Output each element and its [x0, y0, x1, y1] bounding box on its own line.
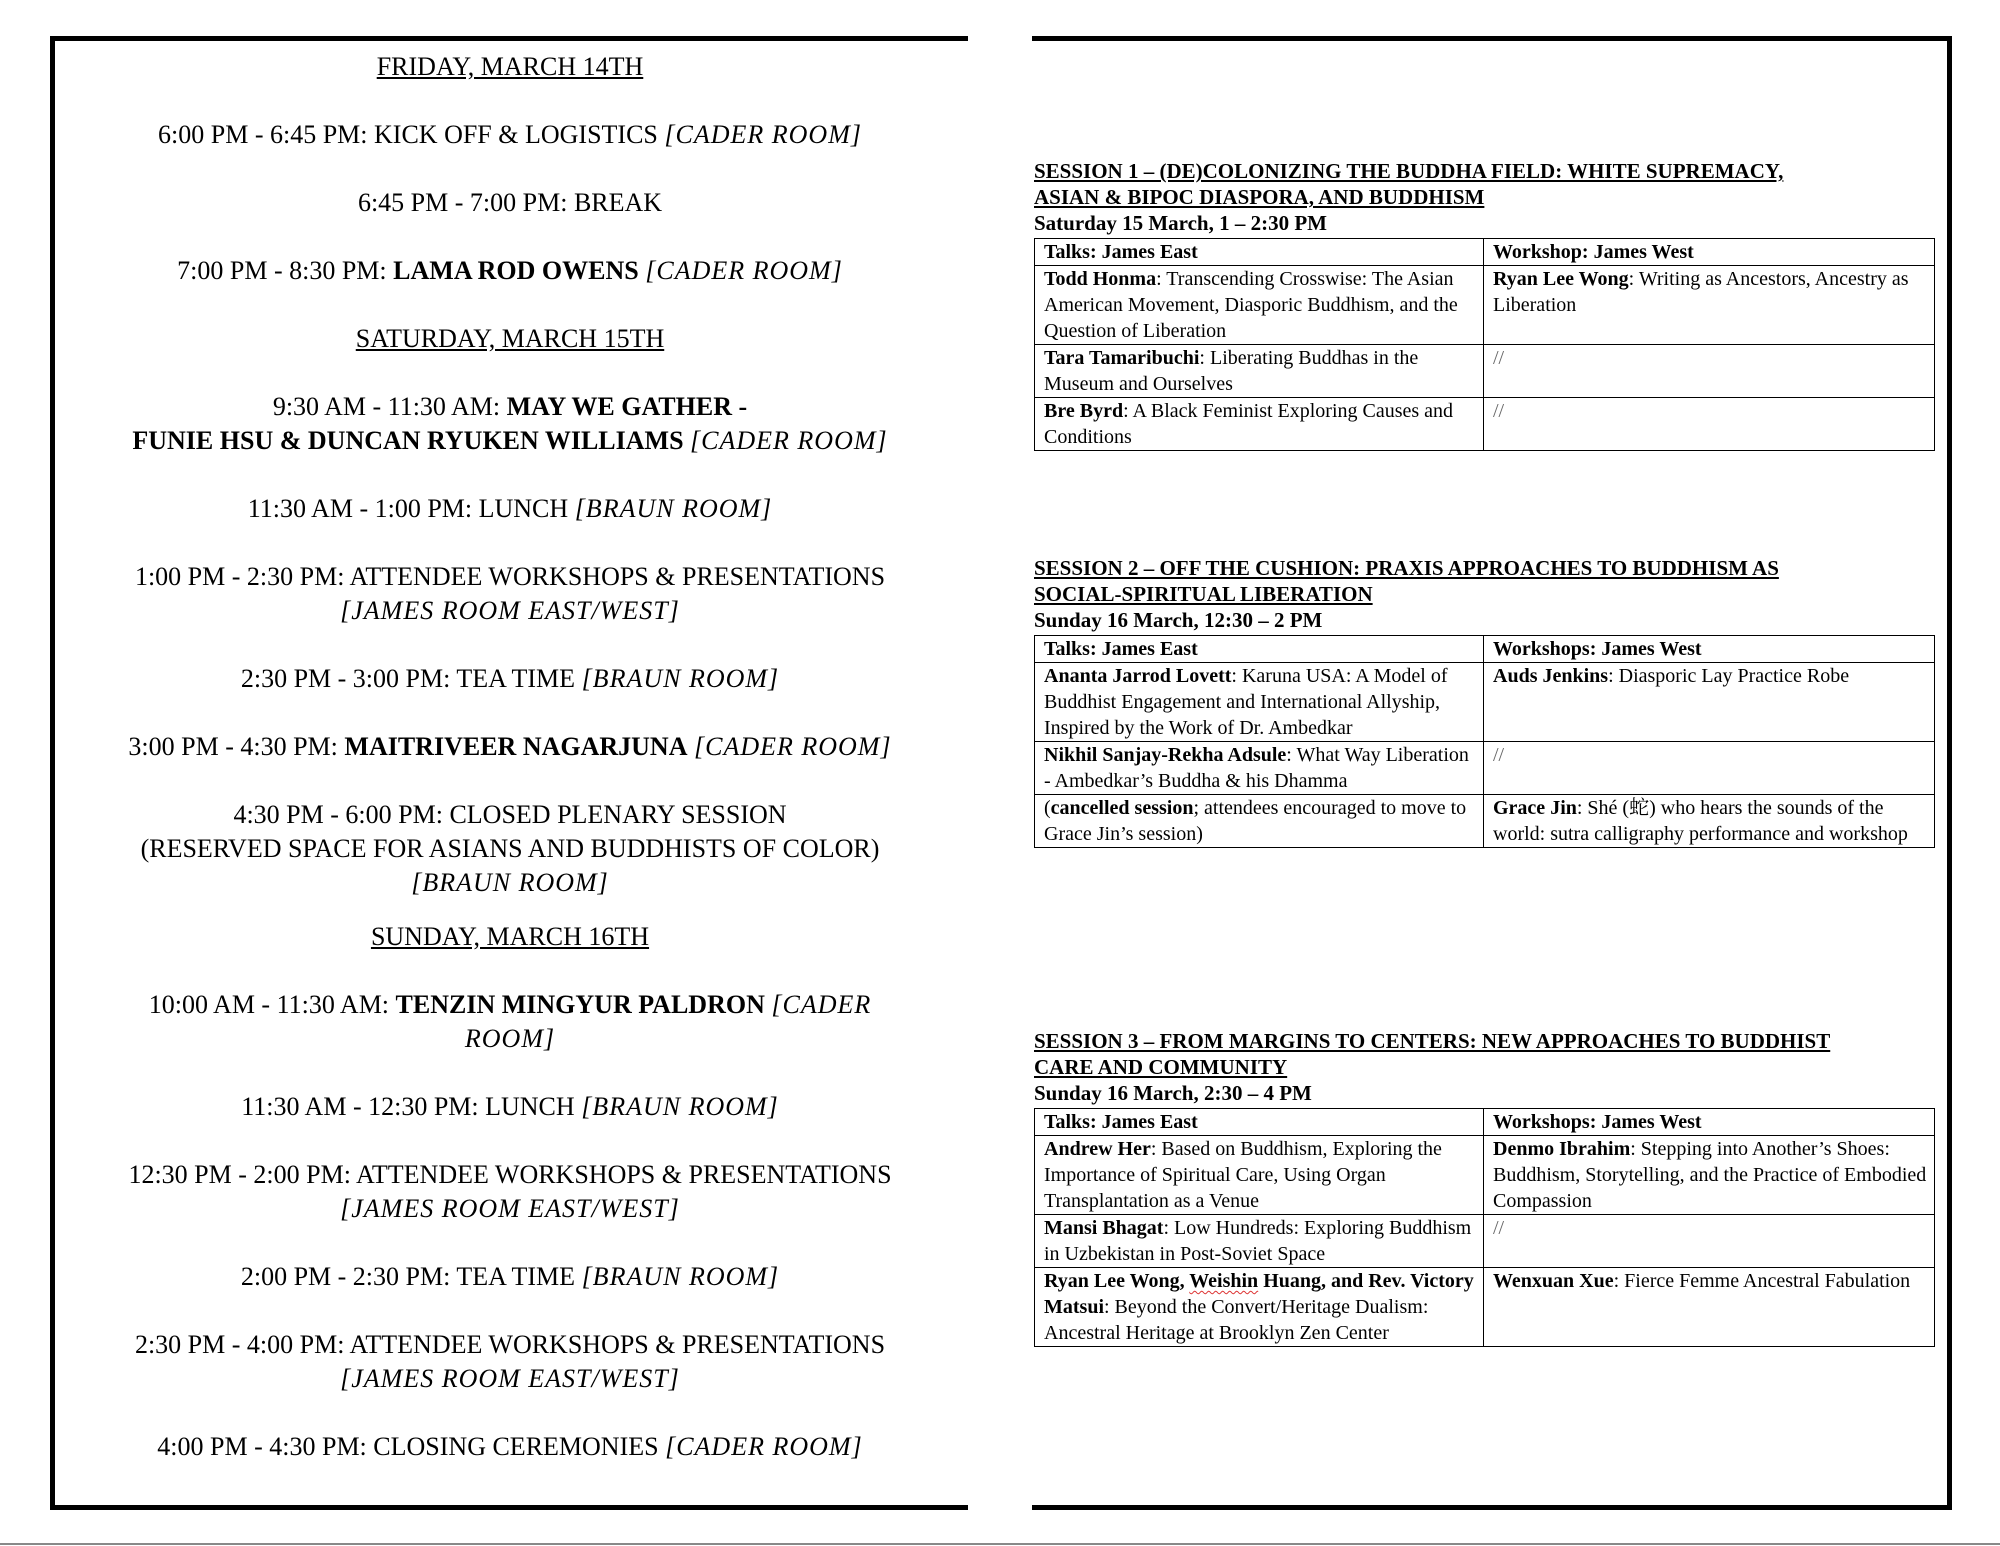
schedule-entry [54, 560, 966, 628]
entry-time: 1:00 PM - 2:30 PM: [134, 562, 345, 591]
entry-title: TEA TIME [456, 664, 576, 693]
workshops-header: Workshop: James West [1484, 239, 1935, 266]
talk-cell: Mansi Bhagat: Low Hundreds: Exploring Buddhism in Uzbekistan in Post-Soviet Space [1035, 1215, 1484, 1268]
entry-title: ATTENDEE WORKSHOPS & PRESENTATIONS [349, 562, 886, 591]
workshop-cell: // [1484, 1215, 1935, 1268]
entry-time: 2:00 PM - 2:30 PM: [240, 1262, 451, 1291]
sessions-page [1030, 40, 1948, 1506]
entry-time: 4:00 PM - 4:30 PM: [157, 1432, 367, 1461]
session-date: Saturday 15 March, 1 – 2:30 PM [1034, 211, 1328, 235]
entry-location: [BRAUN ROOM] [411, 868, 609, 897]
entry-title: LUNCH [485, 1092, 575, 1121]
session-3 [1034, 1028, 1934, 1347]
entry-time: 7:00 PM - 8:30 PM: [177, 256, 387, 285]
day-heading-sunday: SUNDAY, MARCH 16TH [370, 922, 650, 951]
talk-cell: Andrew Her: Based on Buddhism, Exploring the Importance of Spiritual Care, Using Organ Transplantation as a Venue [1035, 1136, 1484, 1215]
workshop-cell: Wenxuan Xue: Fierce Femme Ancestral Fabulation [1484, 1268, 1935, 1347]
speaker-name: LAMA ROD OWENS [393, 256, 639, 285]
talk-cell: Ananta Jarrod Lovett: Karuna USA: A Model of Buddhist Engagement and International Allyship, Inspired by the Work of Dr. Ambedkar [1035, 663, 1484, 742]
session-title: SESSION 3 – FROM MARGINS TO CENTERS: NEW APPROACHES TO BUDDHIST CARE AND COMMUNITY [1034, 1029, 1831, 1079]
schedule-entry [54, 1328, 966, 1396]
entry-time: 9:30 AM - 11:30 AM: [272, 392, 501, 421]
entry-title: BREAK [573, 188, 663, 217]
talks-header: Talks: James East [1035, 1109, 1484, 1136]
workshop-cell: Auds Jenkins: Diasporic Lay Practice Robe [1484, 663, 1935, 742]
entry-time: 12:30 PM - 2:00 PM: [128, 1160, 351, 1189]
table-row [1035, 663, 1935, 742]
entry-location: [CADER [771, 990, 872, 1019]
table-row [1035, 266, 1935, 345]
table-row [1035, 742, 1935, 795]
session-title: SESSION 1 – (DE)COLONIZING THE BUDDHA FIELD: WHITE SUPREMACY, ASIAN & BIPOC DIASPORA, AND BUDDHISM [1034, 159, 1784, 209]
entry-location: [CADER ROOM] [645, 256, 843, 285]
day-heading-friday: FRIDAY, MARCH 14TH [376, 52, 644, 81]
talks-header: Talks: James East [1035, 239, 1484, 266]
entry-location: [BRAUN ROOM] [581, 1092, 779, 1121]
entry-title: KICK OFF & LOGISTICS [374, 120, 658, 149]
session-title: SESSION 2 – OFF THE CUSHION: PRAXIS APPROACHES TO BUDDHISM AS SOCIAL-SPIRITUAL LIBERATION [1034, 556, 1779, 606]
schedule-entry [54, 1090, 966, 1124]
entry-location: [CADER ROOM] [690, 426, 888, 455]
session-2 [1034, 555, 1934, 848]
schedule-entry [54, 730, 966, 764]
entry-time: 4:30 PM - 6:00 PM: [233, 800, 443, 829]
table-row [1035, 795, 1935, 848]
speaker-name: TENZIN MINGYUR PALDRON [395, 990, 765, 1019]
screen-bottom-rule [0, 1543, 2000, 1545]
schedule-entry [54, 1158, 966, 1226]
workshop-cell: Ryan Lee Wong: Writing as Ancestors, Ancestry as Liberation [1484, 266, 1935, 345]
entry-location: [CADER ROOM] [693, 732, 892, 761]
day-heading-saturday: SATURDAY, MARCH 15TH [355, 324, 665, 353]
schedule-entry [54, 492, 966, 526]
talk-cell: Todd Honma: Transcending Crosswise: The Asian American Movement, Diasporic Buddhism, and the Question of Liberation [1035, 266, 1484, 345]
session-date: Sunday 16 March, 2:30 – 4 PM [1034, 1081, 1312, 1105]
speaker-name: MAITRIVEER NAGARJUNA [344, 732, 688, 761]
table-header-row [1035, 1109, 1935, 1136]
talks-header: Talks: James East [1035, 636, 1484, 663]
workshop-cell: // [1484, 398, 1935, 451]
talk-cell: Tara Tamaribuchi: Liberating Buddhas in the Museum and Ourselves [1035, 345, 1484, 398]
workshop-cell: Grace Jin: Shé (蛇) who hears the sounds of the world: sutra calligraphy performance and workshop [1484, 795, 1935, 848]
table-row [1035, 1215, 1935, 1268]
schedule-entry [54, 1430, 966, 1464]
entry-title: LUNCH [478, 494, 569, 523]
workshop-cell: // [1484, 345, 1935, 398]
schedule-entry [54, 662, 966, 696]
session-table [1034, 238, 1935, 451]
table-row [1035, 398, 1935, 451]
entry-title: CLOSED PLENARY SESSION [449, 800, 787, 829]
session-table [1034, 1108, 1935, 1347]
entry-title: TEA TIME [456, 1262, 576, 1291]
entry-title: ATTENDEE WORKSHOPS & PRESENTATIONS [349, 1330, 886, 1359]
talk-cell: Ryan Lee Wong, Weishin Huang, and Rev. Victory Matsui: Beyond the Convert/Heritage Dualism: Ancestral Heritage at Brooklyn Zen Center [1035, 1268, 1484, 1347]
session-table [1034, 635, 1935, 848]
talk-cell: Bre Byrd: A Black Feminist Exploring Causes and Conditions [1035, 398, 1484, 451]
entry-title: ATTENDEE WORKSHOPS & PRESENTATIONS [356, 1160, 892, 1189]
schedule-entry [54, 254, 966, 288]
speaker-name: FUNIE HSU & DUNCAN RYUKEN WILLIAMS [132, 426, 684, 455]
entry-time: 3:00 PM - 4:30 PM: [128, 732, 338, 761]
entry-location: [JAMES ROOM EAST/WEST] [340, 1364, 680, 1393]
schedule-page [54, 40, 966, 1506]
schedule-entry [54, 988, 966, 1056]
entry-time: 6:00 PM - 6:45 PM: [158, 120, 368, 149]
table-row [1035, 1136, 1935, 1215]
entry-time: 2:30 PM - 3:00 PM: [240, 664, 451, 693]
entry-time: 11:30 AM - 12:30 PM: [241, 1092, 479, 1121]
entry-time: 6:45 PM - 7:00 PM: [357, 188, 568, 217]
entry-location: [JAMES ROOM EAST/WEST] [340, 596, 680, 625]
entry-location: [BRAUN ROOM] [581, 1262, 780, 1291]
table-header-row [1035, 636, 1935, 663]
table-header-row [1035, 239, 1935, 266]
entry-location: [CADER ROOM] [665, 1432, 863, 1461]
entry-location: [JAMES ROOM EAST/WEST] [340, 1194, 680, 1223]
workshop-cell: // [1484, 742, 1935, 795]
entry-location: ROOM] [464, 1024, 556, 1053]
table-row [1035, 345, 1935, 398]
entry-location: [CADER ROOM] [664, 120, 862, 149]
workshops-header: Workshops: James West [1484, 636, 1935, 663]
entry-time: 10:00 AM - 11:30 AM: [148, 990, 390, 1019]
schedule-entry [54, 798, 966, 900]
speaker-name: MAY WE GATHER - [506, 392, 748, 421]
entry-title: CLOSING CEREMONIES [373, 1432, 659, 1461]
schedule-entry [54, 390, 966, 458]
entry-location: [BRAUN ROOM] [574, 494, 773, 523]
entry-note: (RESERVED SPACE FOR ASIANS AND BUDDHISTS OF COLOR) [140, 834, 880, 863]
session-date: Sunday 16 March, 12:30 – 2 PM [1034, 608, 1323, 632]
workshop-cell: Denmo Ibrahim: Stepping into Another’s Shoes: Buddhism, Storytelling, and the Practice of Embodied Compassion [1484, 1136, 1935, 1215]
entry-time: 2:30 PM - 4:00 PM: [134, 1330, 345, 1359]
schedule-entry [54, 186, 966, 220]
table-row [1035, 1268, 1935, 1347]
schedule-entry [54, 1260, 966, 1294]
talk-cell: (cancelled session; attendees encouraged to move to Grace Jin’s session) [1035, 795, 1484, 848]
schedule-entry [54, 118, 966, 152]
session-1 [1034, 158, 1934, 451]
talk-cell: Nikhil Sanjay-Rekha Adsule: What Way Liberation - Ambedkar’s Buddha & his Dhamma [1035, 742, 1484, 795]
workshops-header: Workshops: James West [1484, 1109, 1935, 1136]
entry-location: [BRAUN ROOM] [581, 664, 780, 693]
entry-time: 11:30 AM - 1:00 PM: [247, 494, 473, 523]
